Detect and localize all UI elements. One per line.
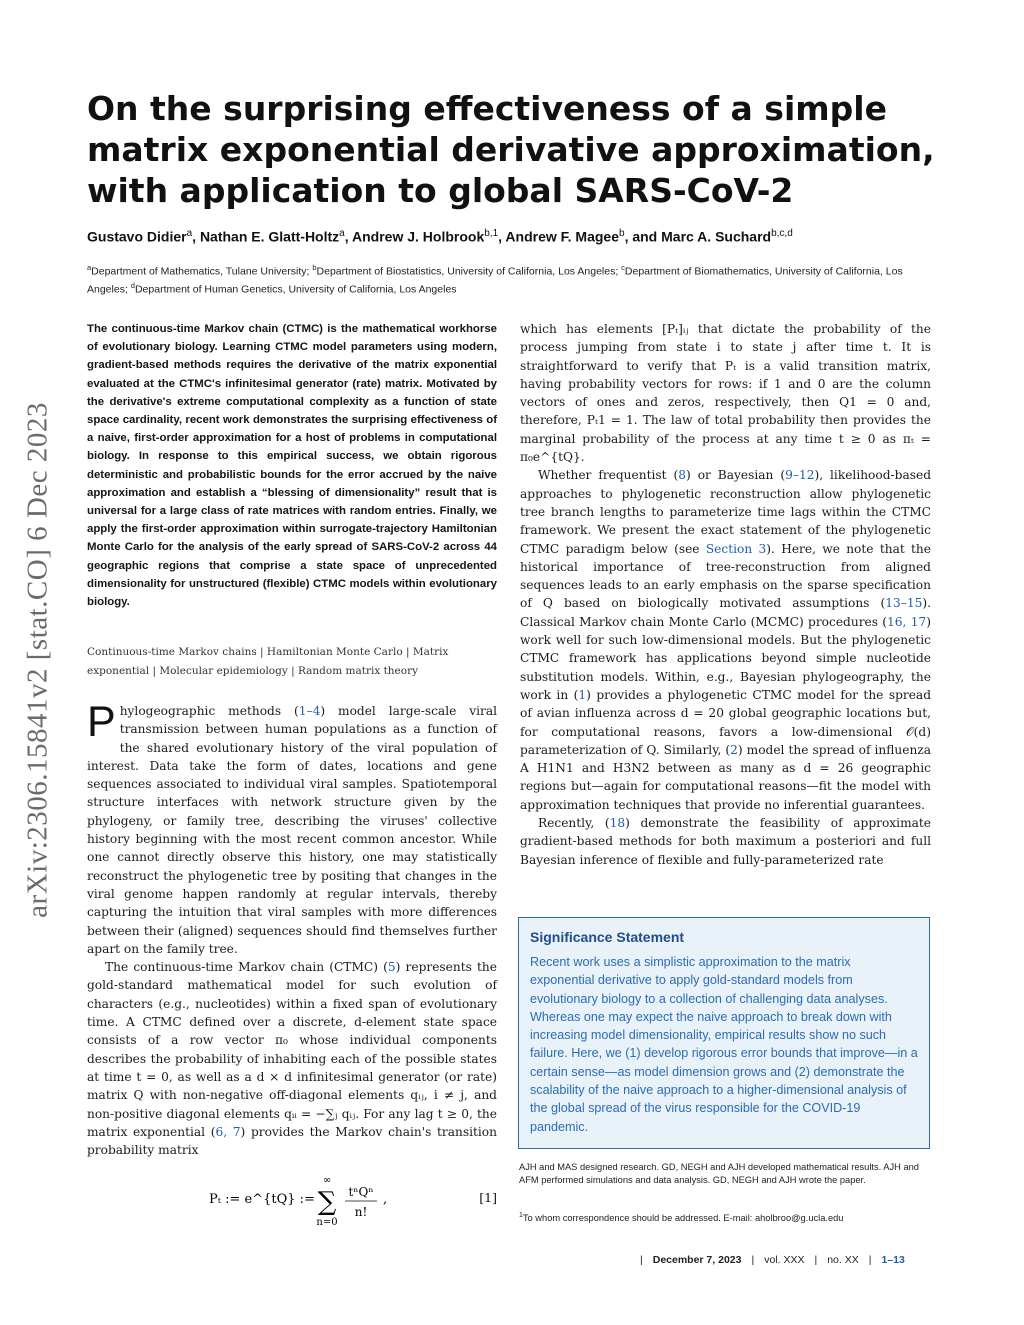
- author-name: Nathan E. Glatt-Holtz: [199, 228, 340, 245]
- equation-comma: ,: [383, 1192, 388, 1207]
- citation-link[interactable]: 8: [678, 468, 686, 483]
- page-footer: [630, 1254, 932, 1266]
- author-name: Marc A. Suchard: [661, 228, 772, 245]
- arxiv-identifier: arXiv:2306.15841v2 [stat.CO] 6 Dec 2023: [21, 402, 54, 918]
- author-affiliation-mark: b,c,d: [771, 228, 793, 239]
- text-run: ) work well for such low-dimensional models. But the phylogenetic CTMC framework has applications beyond simple nucleotide substitution models. Within, e.g., Bayesian phylogeography, the work in (: [520, 614, 931, 702]
- text-run: ). Here, we note that the historical importance of tree-reconstruction from aligned sequences leads to an early emphasis on the sparse specification of Q based on biologically motivated assumptions (: [520, 541, 931, 611]
- recent-paragraph: [520, 814, 931, 869]
- significance-statement-box: [518, 917, 930, 1149]
- keywords: Continuous-time Markov chains | Hamiltonian Monte Carlo | Matrix exponential | Molecular epidemiology | Random matrix theory: [87, 646, 449, 677]
- affiliation-mark: d: [130, 280, 135, 290]
- citation-link[interactable]: 5: [387, 960, 396, 975]
- affiliation-mark: a: [87, 263, 92, 272]
- affiliation: Department of Human Genetics, University of California, Los Angeles: [134, 283, 457, 295]
- citation-link[interactable]: 18: [609, 816, 626, 831]
- author-name: Andrew F. Magee: [505, 228, 619, 245]
- significance-title: Significance Statement: [530, 929, 685, 945]
- citation-link[interactable]: 2: [730, 742, 738, 757]
- text-run: ) model large-scale viral transmission between human populations as a function of the shared evolutionary history of the viral population of interest. Data take the form of dates, locations and gene sequences associated to individual viral samples. Spatiotemporal structure interfaces with network structure given by the phylogeny, or family tree, describing the viruses' collective history beginning with the most recent common ancestor. While one cannot directly observe this history, one may statistically reconstruct the phylogenetic tree by positing that changes in the viral genome happen randomly at regular intervals, thereby capturing the intuition that viral samples with more differences between their (aligned) sequences should find themselves further apart on the family tree.: [87, 704, 497, 956]
- citation-link[interactable]: 1–4: [298, 704, 321, 718]
- approaches-paragraph: [520, 466, 931, 814]
- abstract: The continuous-time Markov chain (CTMC) is the mathematical workhorse of evolutionary biology. Learning CTMC model parameters using modern, gradient-based methods requires the derivative of the matrix exponential evaluated at the CTMC's infinitesimal generator (rate) matrix. Motivated by the derivative's extreme computational complexity as a function of state space cardinality, recent work demonstrates the surprising effectiveness of a naive, first-order approximation for a host of problems in computational biology. In response to this empirical success, we obtain rigorous deterministic and probabilistic bounds for the error accrued by the naive approximation and establish a “blessing of dimensionality” result that is universal for a large class of rate matrices with random entries. Finally, we apply the first-order approximation within surrogate-trajectory Hamiltonian Monte Carlo for the analysis of the early spread of SARS-CoV-2 across 44 geographic regions that comprise a state space of unprecedented dimensionality for unstructured (flexible) CTMC models within evolutionary biology.: [87, 323, 497, 609]
- text-run: ), likelihood-based approaches to phylogenetic reconstruction allow phylogenetic tree branch lengths to parameterize time lags within the CTMC framework. We present the exact statement of the phylogenetic CTMC paradigm below (see: [520, 468, 931, 556]
- text-run: The continuous-time Markov chain (CTMC) (: [105, 960, 388, 975]
- body-column-right: [520, 320, 931, 869]
- author-affiliation-mark: b: [619, 228, 625, 239]
- section-link[interactable]: Section 3: [705, 541, 767, 556]
- text-run: Whether frequentist (: [538, 468, 679, 483]
- text-run: ) provides a phylogenetic CTMC model for the spread of avian influenza across d = 20 global geographic locations but, for computational reasons, favors a low-dimensional 𝒪(d) parameterization of Q. Similarly, (: [520, 687, 931, 757]
- ctmc-paragraph: [87, 958, 497, 1159]
- drop-cap: P: [87, 698, 116, 746]
- author-contributions: AJH and MAS designed research. GD, NEGH and AJH developed mathematical results. AJH and AFM performed simulations and data analysis. GD, NEGH and AJH wrote the paper.: [519, 1162, 919, 1185]
- author-name: Gustavo Didier: [87, 228, 187, 245]
- footer-separator: |: [868, 1254, 872, 1266]
- fraction-denominator: n!: [354, 1205, 368, 1219]
- affiliation-mark: b: [312, 263, 317, 272]
- affiliation: Department of Biomathematics, University of California, Los Angeles;: [87, 265, 903, 295]
- text-run: Recently, (: [538, 816, 610, 831]
- equation-display: [209, 1172, 399, 1230]
- citation-link[interactable]: 16, 17: [887, 614, 927, 629]
- correspondence-text: To whom correspondence should be addressed. E-mail: aholbroo@g.ucla.edu: [522, 1213, 844, 1224]
- footer-separator: |: [751, 1254, 755, 1266]
- citation-link[interactable]: 6, 7: [215, 1124, 241, 1139]
- text-run: ). Classical Markov chain Monte Carlo (MCMC) procedures (: [520, 596, 931, 629]
- sum-upper-limit: ∞: [322, 1175, 332, 1186]
- footer-issue: no. XX: [827, 1254, 859, 1266]
- paper-title: On the surprising effectiveness of a simple matrix exponential derivative approximation, with application to global SARS-CoV-2: [87, 89, 935, 210]
- equation-lhs: Pₜ := e^{tQ} :=: [209, 1192, 315, 1207]
- author-name: Andrew J. Holbrook: [352, 228, 485, 245]
- arxiv-stamp: [18, 360, 58, 960]
- fraction-numerator: tⁿQⁿ: [348, 1185, 374, 1199]
- transition-paragraph: which has elements [Pₜ]ᵢⱼ that dictate the probability of the process jumping from state i to state j after time t. It is straightforward to verify that Pₜ is a valid transition matrix, having probability vectors for rows: if 1 and 0 are the column vectors of ones and zeros, respectively, then Q1 = 0 and, therefore, Pₜ1 = 1. The law of total probability then provides the marginal probability of the process at any time t ≥ 0 as πₜ = π₀e^{tQ}.: [520, 322, 931, 465]
- text-run: ) or Bayesian (: [686, 468, 786, 483]
- correspondence-note: [519, 1212, 931, 1223]
- author-list: Gustavo Didier$^a$, Nathan E. Glatt-Holtz$^a$, Andrew J. Holbrook$^{b,1}$, Andrew F. Magee$^b$, and Marc A. Suchard$^{b,c,d}$: [87, 228, 793, 245]
- body-column-left: [87, 698, 497, 1159]
- footer-separator: |: [814, 1254, 818, 1266]
- text-run: ) model the spread of influenza A H1N1 and H3N2 between as many as d = 26 geographic regions but—again for computational reasons—fit the model with approximation techniques that provide no inferential guarantees.: [520, 742, 931, 812]
- sum-symbol: ∑: [317, 1187, 337, 1217]
- text-run: ) represents the gold-standard mathematical model for such evolution of characters (e.g., nucleotides) within a fixed span of evolutionary time. A CTMC defined over a discrete, d-element state space consists of a row vector π₀ whose individual components describes the probability of inhabiting each of the possible states at time t = 0, as well as a d × d infinitesimal generator (or rate) matrix Q with non-negative off-diagonal elements qᵢⱼ, i ≠ j, and non-positive diagonal elements qᵢᵢ = −∑ⱼ qᵢⱼ. For any lag t ≥ 0, the matrix exponential (: [87, 960, 497, 1139]
- footnote-mark: 1: [519, 1212, 523, 1219]
- text-run: ) provides the Markov chain's transition probability matrix: [87, 1124, 497, 1158]
- affiliation: Department of Mathematics, Tulane University;: [91, 265, 310, 278]
- affiliation-mark: c: [621, 263, 625, 272]
- footer-separator: |: [640, 1254, 643, 1266]
- affiliation: Department of Biostatistics, University of California, Los Angeles;: [316, 265, 619, 278]
- author-affiliation-mark: a: [339, 228, 345, 239]
- text-run: hylogeographic methods (: [119, 704, 299, 718]
- author-affiliation-mark: b,1: [484, 228, 499, 239]
- equation-number: [1]: [479, 1190, 497, 1205]
- author-affiliation-mark: a: [186, 228, 193, 239]
- text-run: ) demonstrate the feasibility of approximate gradient-based methods for both maximum a posteriori and full Bayesian inference of flexible and fully-parameterized rate: [520, 816, 932, 867]
- footer-volume: vol. XXX: [764, 1254, 805, 1266]
- intro-paragraph: [87, 698, 497, 958]
- significance-text: Recent work uses a simplistic approximation to the matrix exponential derivative to apply gold-standard models from evolutionary biology to a collection of challenging data analyses. Whereas one may expect the naive approach to break down with increasing model dimensionality, empirical results show no such failure. Here, we (1) develop rigorous error bounds that improve—in a certain sense—as model dimension grows and (2) demonstrate the scalability of the naive approach to a higher-dimensional analysis of the global spread of the virus responsible for the COVID-19 pandemic.: [530, 955, 918, 1134]
- citation-link[interactable]: 13–15: [885, 596, 923, 611]
- footer-pages: 1–13: [881, 1254, 905, 1266]
- citation-link[interactable]: 1: [578, 687, 587, 702]
- citation-link[interactable]: 9–12: [785, 468, 815, 483]
- footer-date: December 7, 2023: [652, 1254, 742, 1266]
- sum-lower-limit: n=0: [316, 1217, 338, 1228]
- equation-1: [87, 1170, 497, 1230]
- affiliations: [87, 261, 937, 296]
